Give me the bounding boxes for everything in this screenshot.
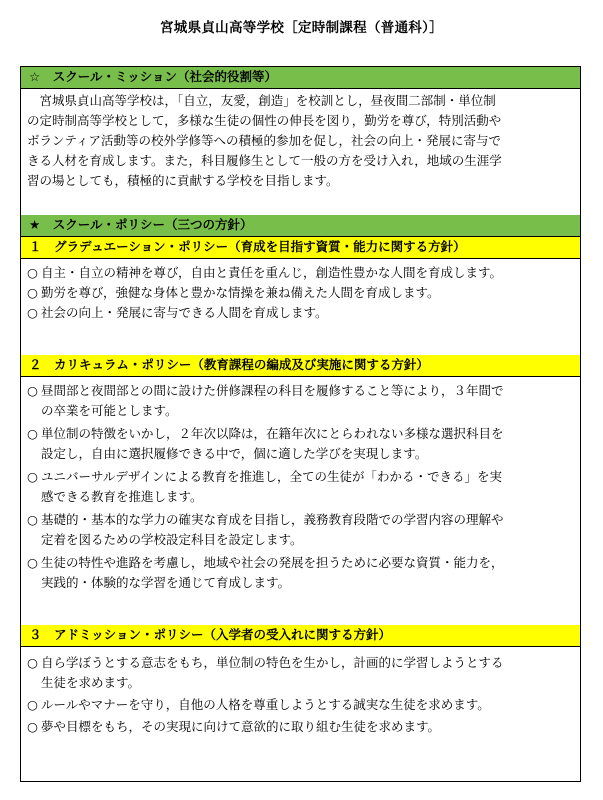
bullet-icon: ○	[27, 697, 38, 712]
curriculum-policy-heading: ２ カリキュラム・ポリシー（教育課程の編成及び実施に関する方針）	[21, 355, 580, 377]
mission-heading: ☆ スクール・ミッション（社会的役割等）	[21, 67, 580, 89]
bullet-icon: ○	[27, 469, 38, 484]
mission-text	[21, 89, 580, 191]
bullet-icon: ○	[27, 285, 38, 300]
list-item: ○ 単位制の特徴をいかし，２年次以降は，在籍年次にとらわれない多様な選択科目を 設定し，自由に選択履修できる中で，個に適した学びを実現します。	[27, 424, 572, 464]
list-item: ○ 自主・自立の精神を尊び，自由と責任を重んじ，創造性豊かな人間を育成します。	[27, 263, 572, 283]
mission-line: 宮城県貞山高等学校は，「自立，友愛，創造」を校訓とし，昼夜間二部制・単位制	[39, 93, 496, 108]
list-item: ○ 勤労を尊び，強健な身体と豊かな情操を兼ね備えた人間を育成します。	[27, 283, 572, 303]
policy-table	[20, 66, 581, 782]
list-item: ○ 社会の向上・発展に寄与できる人間を育成します。	[27, 303, 572, 323]
list-item: ○ ルールやマナーを守り，自他の人格を尊重しようとする誠実な生徒を求めます。	[27, 695, 572, 715]
admission-policy-items	[21, 649, 580, 737]
list-item: ○ 昼間部と夜間部との間に設けた併修課程の科目を履修すること等により，３年間で の卒業を可能とします。	[27, 381, 572, 421]
graduation-policy-items	[21, 259, 580, 323]
bullet-icon: ○	[27, 719, 38, 734]
mission-line: きる人材を育成します。また，科目履修生として一般の方を受け入れ，地域の生涯学	[27, 153, 502, 168]
bullet-icon: ○	[27, 555, 38, 570]
admission-policy-heading: ３ アドミッション・ポリシー（入学者の受入れに関する方針）	[21, 625, 580, 647]
curriculum-policy-items	[21, 377, 580, 593]
bullet-icon: ○	[27, 305, 38, 320]
graduation-policy-heading: １ グラデュエーション・ポリシー（育成を目指す資質・能力に関する方針）	[21, 237, 580, 259]
mission-line: 習の場としても，積極的に貢献する学校を目指します。	[27, 173, 339, 188]
bullet-icon: ○	[27, 383, 38, 398]
bullet-icon: ○	[27, 655, 38, 670]
mission-line: ボランティア活動等の校外学修等への積極的参加を促し，社会の向上・発展に寄与で	[27, 133, 502, 148]
list-item: ○ 自ら学ぼうとする意志をもち，単位制の特色を生かし，計画的に学習しようとする 生徒を求めます。	[27, 653, 572, 693]
mission-line: の定時制高等学校として，多様な生徒の個性の伸長を図り，勤労を尊び，特別活動や	[27, 113, 502, 128]
list-item: ○ 夢や目標をもち，その実現に向けて意欲的に取り組む生徒を求めます。	[27, 717, 572, 737]
bullet-icon: ○	[27, 512, 38, 527]
list-item: ○ 生徒の特性や進路を考慮し，地域や社会の発展を担うために必要な資質・能力を， 実践的・体験的な学習を通じて育成します。	[27, 553, 572, 593]
bullet-icon: ○	[27, 426, 38, 441]
policy-heading: ★ スクール・ポリシー（三つの方針）	[21, 215, 580, 237]
bullet-icon: ○	[27, 265, 38, 280]
list-item: ○ ユニバーサルデザインによる教育を推進し，全ての生徒が「わかる・できる」を実 感できる教育を推進します。	[27, 467, 572, 507]
list-item: ○ 基礎的・基本的な学力の確実な育成を目指し，義務教育段階での学習内容の理解や 定着を図るための学校設定科目を設定します。	[27, 510, 572, 550]
page-title: 宮城県貞山高等学校［定時制課程（普通科）］	[159, 20, 444, 36]
